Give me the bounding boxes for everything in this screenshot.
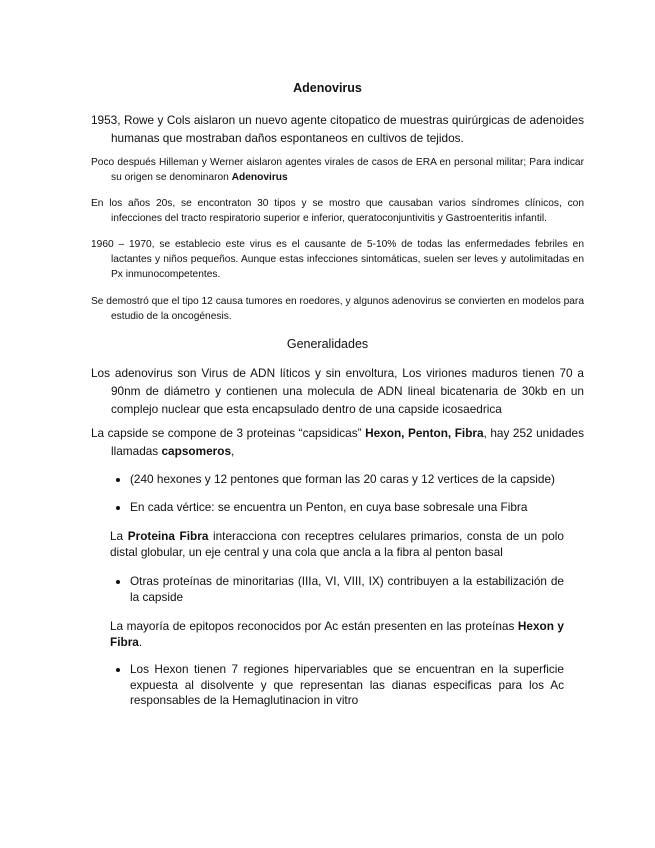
bullet-dot-icon [116,668,120,672]
bullet-text: En cada vértice: se encuentra un Penton, en cuya base sobresale una Fibra [130,500,528,514]
general-paragraph-4-text-a: La mayoría de epitopos reconocidos por Ac están presenten en las proteínas [110,619,518,633]
general-paragraph-2-text-b: , hay 252 unidades llamadas [111,426,584,458]
intro-paragraph-2-text: Poco después Hilleman y Werner aislaron agentes virales de casos de ERA en personal militar; Para indicar su origen se denominaron [91,157,584,183]
general-paragraph-2-text-a: La capside se compone de 3 proteinas “capsidicas” [91,426,366,440]
general-paragraph-2-bold-a: Hexon, Penton, Fibra [365,426,484,440]
general-paragraph-4-text-b: . [138,634,143,649]
bullet-text: Los Hexon tienen 7 regiones hipervariables que se encuentran en la superficie expuesta al disolvente y que representan las dianas especificas para los Ac responsables de la Hemaglutinacion in vitro [130,662,564,707]
intro-paragraph-4: 1960 – 1970, se establecio este virus es el causante de 5-10% de todas las enfermedades febriles en lactantes y niños pequeños. Aunque estas infecciones sintomáticas, suelen ser leves y autolimitadas en Px inmunocompetentes. [91,239,584,280]
intro-paragraph-5: Se demostró que el tipo 12 causa tumores en roedores, y algunos adenovirus se convierten en modelos para estudio de la oncogénesis. [91,296,584,322]
bullet-dot-icon [116,506,120,510]
bullet-text: Otras proteínas de minoritarias (IIIa, VI, VIII, IX) contribuyen a la estabilización de la capside [130,574,564,604]
general-paragraph-3-bold: Proteina Fibra [127,529,209,543]
intro-paragraph-1: 1953, Rowe y Cols aislaron un nuevo agente citopatico de muestras quirúrgicas de adenoides humanas que mostraban daños espontaneos en cultivos de tejidos. [91,113,584,145]
general-paragraph-2-bold-b: capsomeros [161,444,232,458]
general-paragraph-3 [110,529,564,560]
general-paragraph-3-text-b: interacciona con receptres celulares primarios, consta de un polo distal globular, un eje central y una cola que ancla a la fibra al penton basal [110,529,564,559]
bullet-dot-icon [116,580,120,584]
general-paragraph-4-bold: Hexon y Fibra [110,619,564,649]
intro-paragraph-2 [91,155,584,185]
general-paragraph-4 [110,619,564,650]
intro-paragraph-2-bold: Adenovirus [231,172,288,183]
general-paragraph-2-text-c: , [231,444,235,458]
general-paragraph-3-text-a: La [110,529,128,543]
page-title: Adenovirus [293,81,362,95]
intro-paragraph-3: En los años 20s, se encontraton 30 tipos y se mostro que causaban varios síndromes clínicos, con infecciones del tracto respiratorio superior e inferior, queratoconjuntivitis y Gastroenteritis infantil. [91,198,584,224]
bullet-text: (240 hexones y 12 pentones que forman las 20 caras y 12 vertices de la capside) [130,472,555,486]
general-paragraph-2 [91,424,584,460]
section-title: Generalidades [286,337,369,351]
general-paragraph-1: Los adenovirus son Virus de ADN líticos y sin envoltura, Los viriones maduros tienen 70 a 90nm de diámetro y contienen una molecula de ADN lineal bicatenaria de 30kb en un complejo nuclear que esta encapsulado dentro de una capside icosaedrica [91,366,584,416]
bullet-dot-icon [116,478,120,482]
